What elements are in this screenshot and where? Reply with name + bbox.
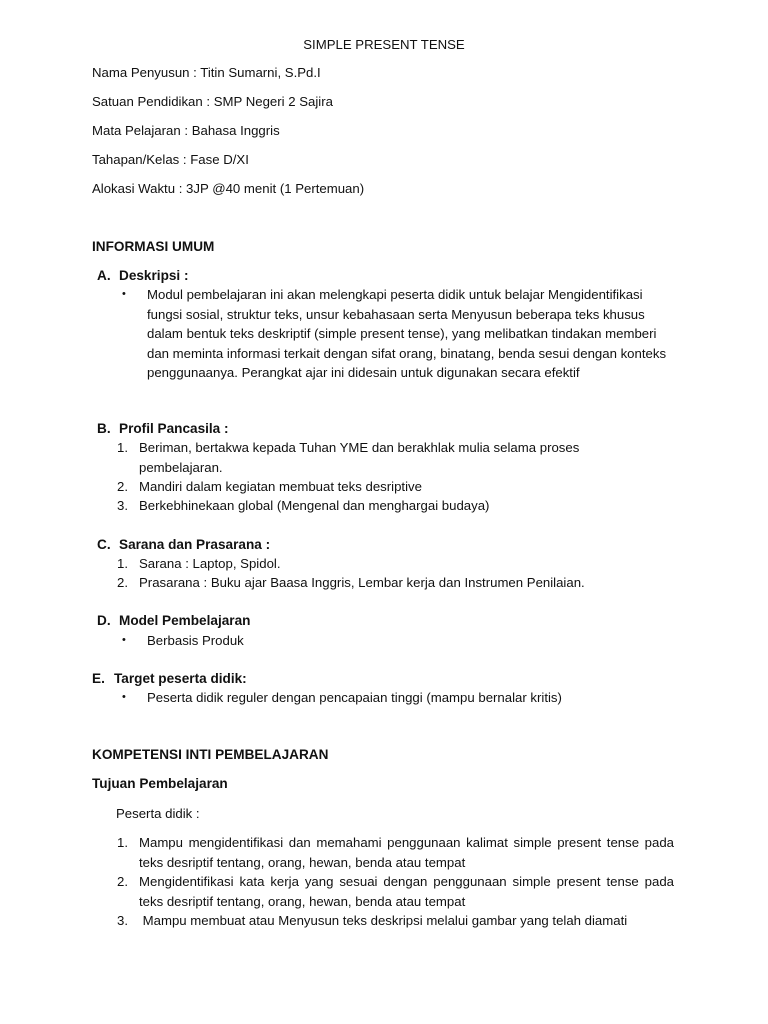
- bullet-marker: •: [122, 634, 126, 646]
- section-e-title: Target peserta didik:: [114, 671, 247, 686]
- meta-nama-penyusun: Nama Penyusun : Titin Sumarni, S.Pd.I: [92, 65, 321, 80]
- section-e-heading: [92, 669, 247, 688]
- intro-peserta-didik: Peserta didik :: [116, 806, 200, 821]
- section-c-heading: [97, 535, 270, 554]
- meta-tahapan-kelas: Tahapan/Kelas : Fase D/XI: [92, 152, 249, 167]
- list-number: 2.: [117, 575, 128, 590]
- section-d-title: Model Pembelajaran: [119, 613, 251, 628]
- list-number: 3.: [117, 913, 128, 928]
- section-b-heading: [97, 419, 229, 438]
- section-b-item: Berkebhinekaan global (Mengenal dan menghargai budaya): [139, 498, 490, 513]
- list-number: 2.: [117, 479, 128, 494]
- list-number: 1.: [117, 440, 128, 455]
- section-c-item: Sarana : Laptop, Spidol.: [139, 556, 281, 571]
- heading-informasi-umum: INFORMASI UMUM: [92, 239, 215, 254]
- bullet-marker: •: [122, 288, 126, 300]
- heading-kompetensi-inti: KOMPETENSI INTI PEMBELAJARAN: [92, 747, 329, 762]
- bullet-marker: •: [122, 691, 126, 703]
- list-number: 1.: [117, 835, 128, 850]
- tujuan-item: Mampu mengidentifikasi dan memahami penggunaan kalimat simple present tense pada teks desriptif tentang, orang, hewan, benda atau tempat: [139, 835, 674, 870]
- section-c-letter: C.: [97, 537, 111, 552]
- list-number: 1.: [117, 556, 128, 571]
- section-e-letter: E.: [92, 671, 105, 686]
- section-c-item: Prasarana : Buku ajar Baasa Inggris, Lembar kerja dan Instrumen Penilaian.: [139, 575, 585, 590]
- meta-alokasi-waktu: Alokasi Waktu : 3JP @40 menit (1 Pertemuan): [92, 181, 365, 196]
- section-b-item: Beriman, bertakwa kepada Tuhan YME dan berakhlak mulia selama proses pembelajaran.: [139, 440, 580, 475]
- section-d-heading: [97, 611, 250, 630]
- tujuan-item: Mengidentifikasi kata kerja yang sesuai dengan penggunaan simple present tense pada teks desriptif tentang, orang, hewan, benda atau tempat: [139, 874, 674, 909]
- section-a-title: Deskripsi :: [119, 268, 189, 283]
- document-title: SIMPLE PRESENT TENSE: [303, 37, 465, 52]
- heading-tujuan-pembelajaran: Tujuan Pembelajaran: [92, 776, 228, 791]
- section-a-description: Modul pembelajaran ini akan melengkapi peserta didik untuk belajar Mengidentifikasi fungsi sosial, struktur teks, unsur kebahasaan serta Menyusun beberapa teks khusus dalam bentuk teks deskriptif (simple present tense), yang melibatkan tindakan memberi dan meminta informasi terkait dengan sifat orang, binatang, benda sesui dengan konteks penggunaanya. Perangkat ajar ini didesain untuk digunakan secara efektif: [147, 287, 667, 381]
- section-d-item: Berbasis Produk: [147, 633, 244, 648]
- section-b-letter: B.: [97, 421, 111, 436]
- section-a-heading: [97, 266, 189, 285]
- meta-mata-pelajaran: Mata Pelajaran : Bahasa Inggris: [92, 123, 280, 138]
- list-number: 2.: [117, 874, 128, 889]
- section-b-item: Mandiri dalam kegiatan membuat teks desriptive: [139, 479, 422, 494]
- section-e-item: Peserta didik reguler dengan pencapaian tinggi (mampu bernalar kritis): [147, 690, 562, 705]
- tujuan-item: Mampu membuat atau Menyusun teks deskripsi melalui gambar yang telah diamati: [139, 913, 628, 928]
- section-c-title: Sarana dan Prasarana :: [119, 537, 271, 552]
- meta-satuan-pendidikan: Satuan Pendidikan : SMP Negeri 2 Sajira: [92, 94, 333, 109]
- list-number: 3.: [117, 498, 128, 513]
- section-a-letter: A.: [97, 268, 111, 283]
- section-d-letter: D.: [97, 613, 111, 628]
- section-b-title: Profil Pancasila :: [119, 421, 229, 436]
